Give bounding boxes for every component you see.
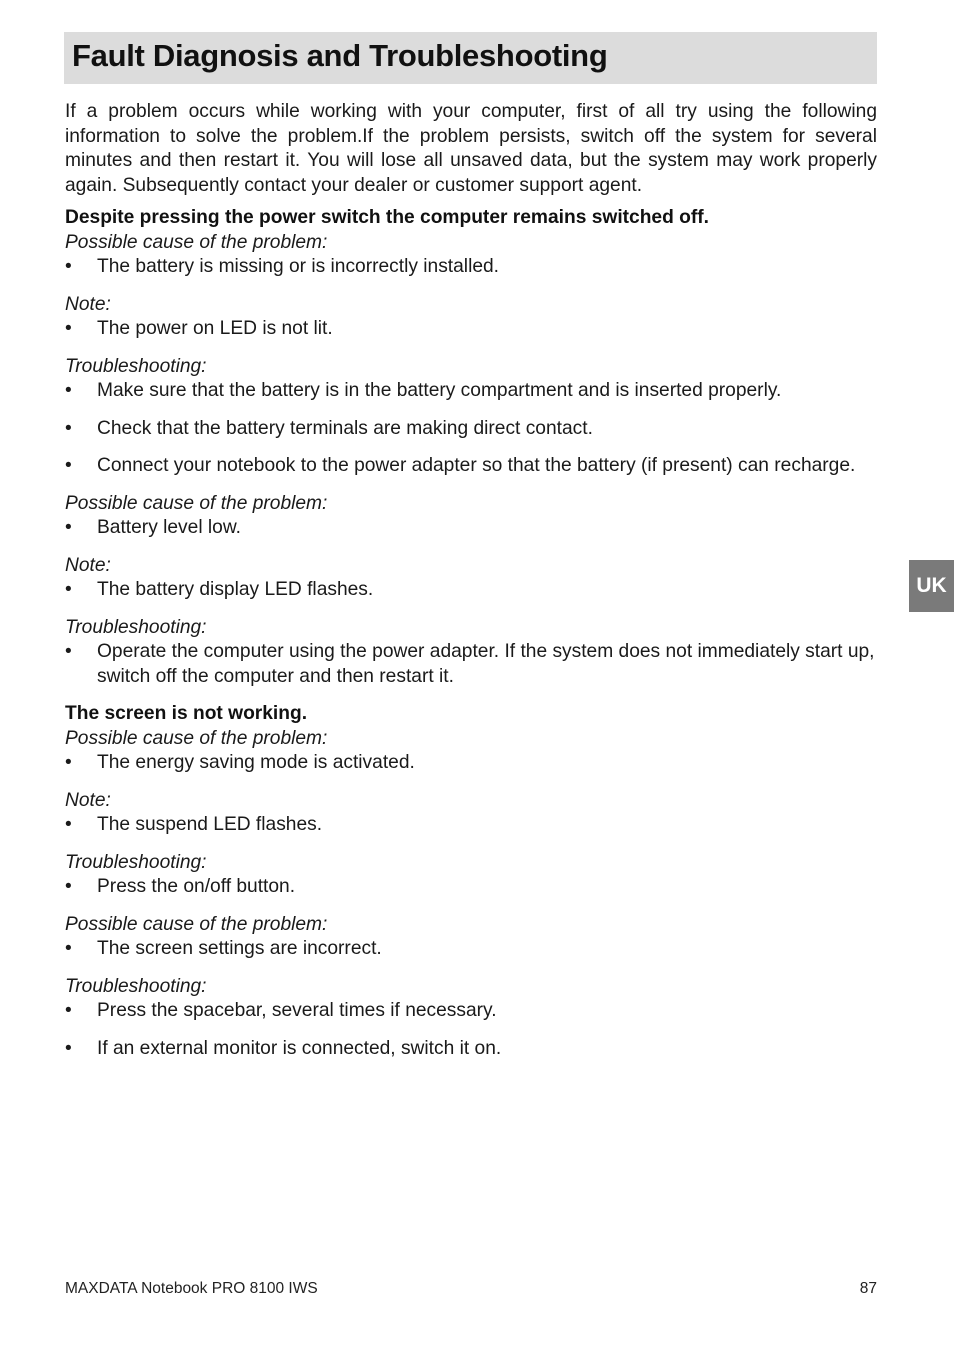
bullet-list (65, 937, 877, 962)
list-item: • The battery display LED flashes. (65, 578, 877, 603)
note-label: Note: (65, 293, 111, 315)
troubleshooting-label: Troubleshooting: (65, 975, 207, 997)
cause-label: Possible cause of the problem: (65, 727, 328, 749)
bullet-list (65, 379, 877, 479)
note-label: Note: (65, 789, 111, 811)
title-bar (64, 32, 877, 84)
bullet-list (65, 813, 877, 838)
bullet-list (65, 875, 877, 900)
page-number: 87 (859, 1280, 877, 1297)
cause-label: Possible cause of the problem: (65, 913, 328, 935)
page-footer (65, 1280, 877, 1298)
bullet-list (65, 255, 877, 280)
footer-product: MAXDATA Notebook PRO 8100 IWS (65, 1280, 318, 1297)
cause-label: Possible cause of the problem: (65, 231, 328, 253)
list-item: • If an external monitor is connected, switch it on. (65, 1037, 877, 1062)
note-label: Note: (65, 554, 111, 576)
cause-group (65, 913, 877, 962)
content (65, 100, 877, 1074)
note-group (65, 789, 877, 838)
intro-paragraph: If a problem occurs while working with your computer, first of all try using the following information to solve the problem.If the problem persists, switch off the system for several minutes and then restart it. You will lose all unsaved data, but the system may work properly again. Subsequently contact your dealer or customer support agent. (65, 101, 877, 196)
troubleshooting-group (65, 355, 877, 479)
bullet-list (65, 640, 877, 689)
note-group (65, 554, 877, 603)
list-item: • The power on LED is not lit. (65, 317, 877, 342)
troubleshooting-label: Troubleshooting: (65, 616, 207, 638)
bullet-list (65, 516, 877, 541)
bullet-list (65, 999, 877, 1061)
section-heading: Despite pressing the power switch the computer remains switched off. (65, 207, 709, 228)
list-item: • The suspend LED flashes. (65, 813, 877, 838)
troubleshooting-group (65, 616, 877, 690)
section-power (65, 206, 877, 689)
bullet-list (65, 317, 877, 342)
troubleshooting-group (65, 851, 877, 900)
list-item: • Make sure that the battery is in the battery compartment and is inserted properly. (65, 379, 877, 404)
troubleshooting-label: Troubleshooting: (65, 851, 207, 873)
list-item: • The energy saving mode is activated. (65, 751, 877, 776)
page-title: Fault Diagnosis and Troubleshooting (72, 38, 608, 73)
note-group (65, 293, 877, 342)
list-item: • The battery is missing or is incorrectly installed. (65, 255, 877, 280)
section-heading: The screen is not working. (65, 703, 308, 724)
cause-group (65, 727, 877, 776)
cause-group (65, 231, 877, 280)
list-item: • Battery level low. (65, 516, 877, 541)
list-item: • Connect your notebook to the power adapter so that the battery (if present) can recharge. (65, 454, 877, 479)
list-item: • Operate the computer using the power adapter. If the system does not immediately start up, switch off the computer and then restart it. (65, 640, 877, 689)
list-item: • Check that the battery terminals are making direct contact. (65, 417, 877, 442)
list-item: • The screen settings are incorrect. (65, 937, 877, 962)
language-tab: UK (909, 560, 954, 612)
troubleshooting-label: Troubleshooting: (65, 355, 207, 377)
list-item: • Press the on/off button. (65, 875, 877, 900)
cause-label: Possible cause of the problem: (65, 492, 328, 514)
cause-group (65, 492, 877, 541)
section-screen (65, 702, 877, 1061)
bullet-list (65, 751, 877, 776)
bullet-list (65, 578, 877, 603)
troubleshooting-group (65, 975, 877, 1062)
list-item: • Press the spacebar, several times if necessary. (65, 999, 877, 1024)
